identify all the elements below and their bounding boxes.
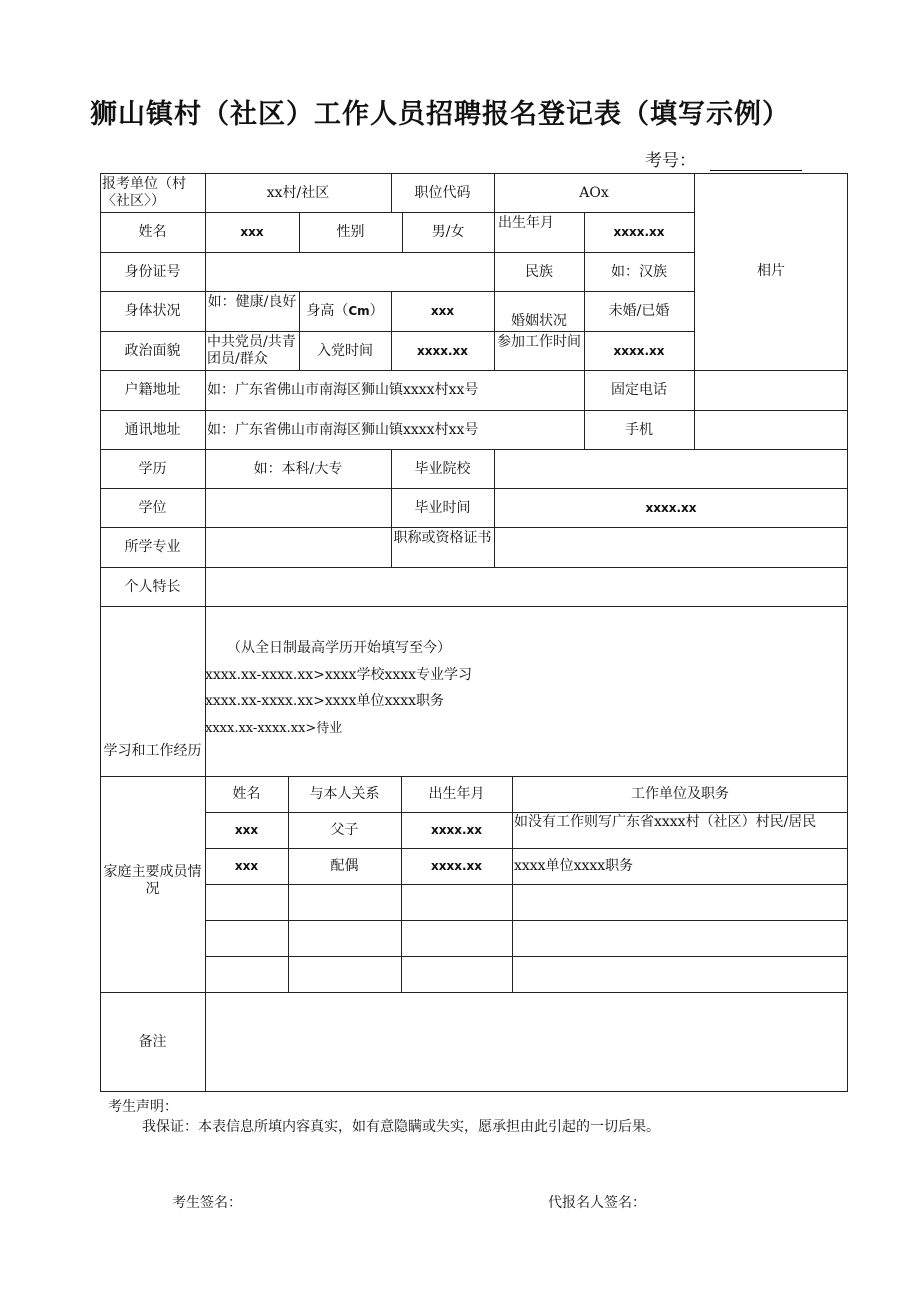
specialty-value[interactable] [205,567,848,607]
cert-label: 职称或资格证书 [393,530,492,546]
height-label-text: 身高（ [306,302,349,319]
health-value[interactable]: 如：健康/良好 [207,294,297,310]
hukou-value[interactable]: 如：广东省佛山市南海区狮山镇xxxx村xx号 [207,381,479,398]
family-member-relation[interactable]: 配偶 [330,857,359,874]
grad-date-label: 毕业时间 [414,499,471,516]
landline-value[interactable] [694,370,848,410]
family-member-relation[interactable]: 父子 [330,821,359,838]
height-value[interactable]: xxx [430,303,455,318]
school-value[interactable] [494,449,848,489]
party-date-value[interactable]: xxxx.xx [417,343,468,358]
id-number-value[interactable] [205,252,494,292]
family-member-birth[interactable]: xxxx.xx [431,822,482,837]
family-member-relation[interactable] [288,884,401,920]
political-label: 政治面貌 [124,342,181,359]
mobile-value[interactable] [694,410,848,450]
family-member-work[interactable] [512,920,848,956]
grad-date-value[interactable]: xxxx.xx [645,500,697,515]
cert-value[interactable] [494,527,848,567]
apply-unit-value[interactable]: xx村/社区 [266,184,330,201]
declaration-text: 我保证：本表信息所填内容真实，如有意隐瞒或失实，愿承担由此引起的一切后果。 [142,1119,660,1135]
family-member-relation[interactable] [288,920,401,956]
family-header-work: 工作单位及职务 [631,785,729,802]
address-value[interactable]: 如：广东省佛山市南海区狮山镇xxxx村xx号 [207,421,479,438]
major-label: 所学专业 [124,538,181,555]
landline-label: 固定电话 [611,381,667,398]
form-title: 狮山镇村（社区）工作人员招聘报名登记表（填写示例） [90,99,790,130]
family-member-birth[interactable] [401,920,512,956]
exam-number-label: 考号： [645,151,696,171]
exam-number-field[interactable] [710,154,802,171]
apply-unit-label: 报考单位（村〈社区〉） [102,176,186,209]
family-header-birth: 出生年月 [428,785,485,802]
major-value[interactable] [205,527,391,567]
family-member-work[interactable]: 如没有工作则写广东省xxxx村（社区）村民/居民 [514,814,817,830]
family-header-name: 姓名 [232,785,261,802]
gender-label: 性别 [336,223,365,240]
remarks-label: 备注 [138,1033,167,1050]
height-label [299,291,391,331]
family-member-work[interactable]: xxxx单位xxxx职务 [514,857,634,874]
candidate-signature-label: 考生签名： [172,1195,242,1211]
education-label: 学历 [138,460,167,477]
ethnic-value[interactable]: 如：汉族 [611,263,667,280]
address-label: 通讯地址 [124,421,181,438]
height-unit: Cm [348,303,370,318]
proxy-signature-label: 代报名人签名： [548,1195,646,1211]
position-code-value[interactable]: AOx [579,184,609,201]
photo-area[interactable]: 相片 [757,263,785,279]
resume-label: 学习和工作经历 [103,742,202,759]
marital-label: 婚姻状况 [511,312,567,329]
school-label: 毕业院校 [414,460,471,477]
hukou-label: 户籍地址 [124,381,181,398]
family-member-name[interactable]: xxx [234,822,259,837]
remarks-value[interactable] [205,992,848,1092]
party-date-label: 入党时间 [317,342,373,359]
birth-value[interactable]: xxxx.xx [613,224,665,239]
resume-value[interactable] [205,606,848,776]
family-member-name[interactable] [205,956,288,992]
health-label: 身体状况 [124,302,181,319]
education-value[interactable]: 如：本科/大专 [253,460,343,477]
family-member-name[interactable] [205,920,288,956]
position-code-label: 职位代码 [414,184,471,201]
family-member-relation[interactable] [288,956,401,992]
family-member-birth[interactable]: xxxx.xx [431,858,482,873]
family-member-work[interactable] [512,956,848,992]
exam-number [645,146,802,171]
family-member-work[interactable] [512,884,848,920]
ethnic-label: 民族 [525,263,553,280]
degree-value[interactable] [205,488,391,528]
marital-value[interactable]: 未婚/已婚 [608,302,670,319]
family-member-name[interactable] [205,884,288,920]
family-member-name[interactable]: xxx [234,858,259,873]
work-start-value[interactable]: xxxx.xx [613,343,665,358]
id-number-label: 身份证号 [124,263,181,280]
gender-value[interactable]: 男/女 [431,223,465,240]
resume-line: xxxx.xx-xxxx.xx>xxxx学校xxxx专业学习 [205,667,473,683]
family-header-relation: 与本人关系 [309,785,380,802]
family-label: 家庭主要成员情况 [103,864,202,897]
name-label: 姓名 [138,223,167,240]
resume-line: （从全日制最高学历开始填写至今） [227,640,451,656]
mobile-label: 手机 [625,421,653,438]
work-start-label: 参加工作时间 [497,334,581,350]
family-member-birth[interactable] [401,956,512,992]
resume-line: xxxx.xx-xxxx.xx>xxxx单位xxxx职务 [205,693,445,709]
declaration-heading: 考生声明： [108,1099,178,1115]
resume-line: xxxx.xx-xxxx.xx>待业 [205,721,343,736]
specialty-label: 个人特长 [124,578,181,595]
degree-label: 学位 [138,499,167,516]
name-value[interactable]: xxx [240,224,264,239]
birth-label: 出生年月 [498,215,554,231]
family-member-birth[interactable] [401,884,512,920]
political-value[interactable]: 中共党员/共青团员/群众 [207,334,296,367]
height-close: ） [369,302,384,319]
